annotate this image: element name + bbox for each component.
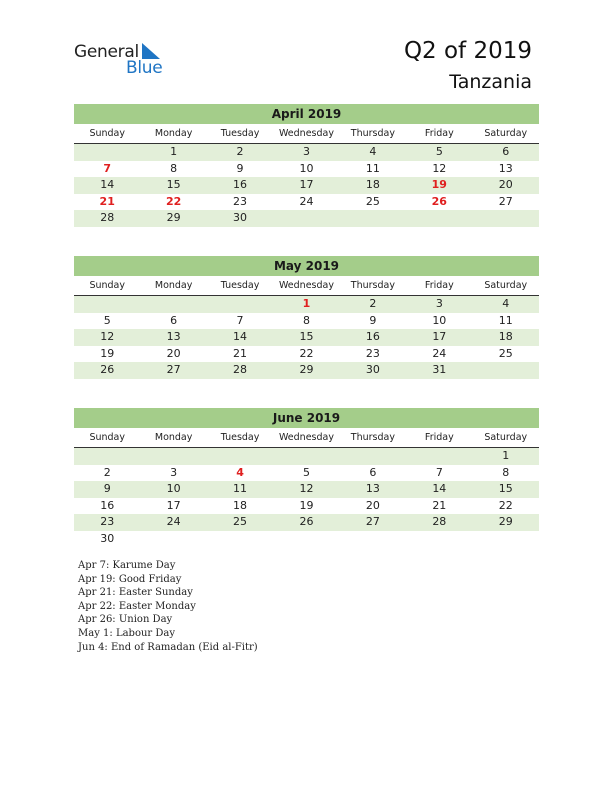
week-row (74, 161, 539, 178)
week-row (74, 210, 539, 227)
empty-day-cell (74, 296, 140, 313)
day-cell: 30 (100, 531, 115, 545)
day-cell: 3 (302, 145, 310, 158)
logo-text-blue: Blue (126, 58, 163, 78)
week-row (74, 313, 539, 330)
week-row (74, 194, 539, 211)
day-cell: 3 (170, 465, 178, 479)
day-cell: 21 (233, 346, 248, 360)
week-row (74, 362, 539, 379)
day-cell: 27 (166, 363, 181, 376)
empty-day-cell (74, 144, 140, 161)
day-cell: 24 (432, 346, 447, 360)
day-cell: 12 (100, 330, 115, 343)
day-cell: 19 (299, 498, 314, 512)
day-cell: 17 (299, 178, 314, 191)
empty-day-cell (340, 531, 406, 548)
month-june (74, 408, 539, 547)
weekday-label: Monday (154, 280, 193, 291)
day-cell: 28 (432, 515, 447, 528)
empty-day-cell (273, 210, 339, 227)
day-cell: 7 (435, 465, 443, 479)
empty-day-cell (140, 296, 206, 313)
day-cell: 30 (365, 363, 380, 376)
day-cell: 1 (170, 145, 178, 158)
weekday-label: Monday (154, 432, 193, 443)
day-cell: 25 (365, 194, 380, 208)
day-cell: 4 (369, 145, 377, 158)
empty-day-cell (473, 210, 539, 227)
day-cell: 21 (432, 498, 447, 512)
day-cell: 5 (435, 145, 443, 158)
day-cell: 9 (369, 313, 377, 327)
week-row (74, 465, 539, 482)
weekday-label: Thursday (350, 280, 395, 291)
day-cell: 29 (299, 363, 314, 376)
empty-day-cell (273, 448, 339, 465)
day-cell: 26 (100, 363, 115, 376)
empty-day-cell (140, 531, 206, 548)
week-row (74, 448, 539, 465)
day-cell: 4 (236, 465, 244, 479)
weekday-label: Wednesday (278, 128, 334, 139)
day-cell: 23 (233, 194, 248, 208)
day-cell: 16 (100, 498, 115, 512)
weekday-label: Friday (424, 432, 454, 443)
day-cell: 14 (233, 330, 248, 343)
week-row (74, 498, 539, 515)
day-cell: 20 (365, 498, 380, 512)
day-cell: 23 (365, 346, 380, 360)
empty-day-cell (406, 531, 472, 548)
day-cell: 17 (166, 498, 181, 512)
day-cell: 22 (498, 498, 513, 512)
empty-day-cell (207, 296, 273, 313)
day-cell: 15 (299, 330, 314, 343)
empty-day-cell (273, 531, 339, 548)
week-row (74, 177, 539, 194)
day-cell: 11 (498, 313, 513, 327)
holiday-entry: Apr 26: Union Day (78, 614, 173, 626)
month-title: June 2019 (74, 408, 539, 428)
weekday-label: Saturday (484, 280, 528, 291)
day-cell: 2 (103, 465, 111, 479)
day-cell: 9 (236, 161, 244, 175)
day-cell: 16 (233, 178, 248, 191)
day-cell: 29 (166, 211, 181, 224)
day-cell: 4 (502, 297, 510, 310)
day-cell: 28 (233, 363, 248, 376)
day-cell: 21 (99, 194, 115, 208)
holiday-entry: Apr 21: Easter Sunday (78, 587, 193, 599)
holiday-entry: Jun 4: End of Ramadan (Eid al-Fitr) (78, 641, 258, 653)
day-cell: 19 (431, 178, 447, 191)
empty-day-cell (74, 448, 140, 465)
day-cell: 1 (302, 297, 311, 310)
day-cell: 5 (103, 313, 111, 327)
weekday-label: Tuesday (220, 432, 260, 443)
day-cell: 16 (365, 330, 380, 343)
day-cell: 11 (365, 161, 380, 175)
day-cell: 9 (103, 482, 111, 495)
day-cell: 25 (233, 515, 248, 528)
weekday-label: Wednesday (278, 432, 334, 443)
day-cell: 7 (236, 313, 244, 327)
day-cell: 3 (435, 297, 443, 310)
day-cell: 24 (166, 515, 181, 528)
weekday-header-row (74, 278, 539, 296)
holiday-entry: May 1: Labour Day (78, 627, 175, 639)
day-cell: 8 (302, 313, 310, 327)
day-cell: 25 (498, 346, 513, 360)
week-row (74, 531, 539, 548)
day-cell: 22 (165, 194, 182, 208)
weekday-label: Tuesday (220, 128, 260, 139)
week-row (74, 481, 539, 498)
day-cell: 26 (431, 194, 447, 208)
holiday-entry: Apr 22: Easter Monday (78, 600, 196, 612)
day-cell: 14 (100, 178, 115, 191)
day-cell: 2 (369, 297, 377, 310)
empty-day-cell (406, 448, 472, 465)
day-cell: 14 (432, 482, 447, 495)
day-cell: 13 (365, 482, 380, 495)
day-cell: 27 (498, 194, 513, 208)
day-cell: 12 (299, 482, 314, 495)
generalblue-logo (74, 42, 174, 82)
weekday-label: Monday (154, 128, 193, 139)
weekday-label: Sunday (89, 128, 125, 139)
day-cell: 18 (498, 330, 513, 343)
day-cell: 13 (498, 161, 513, 175)
empty-day-cell (406, 210, 472, 227)
logo-text-general: General (74, 42, 139, 62)
month-may (74, 256, 539, 379)
day-cell: 18 (233, 498, 248, 512)
day-cell: 30 (233, 211, 248, 224)
day-cell: 6 (502, 145, 510, 158)
day-cell: 6 (170, 313, 178, 327)
day-cell: 17 (432, 330, 447, 343)
day-cell: 7 (103, 161, 112, 175)
weekday-header-row (74, 430, 539, 448)
quarter-title: Q2 of 2019 (403, 38, 532, 64)
empty-day-cell (473, 362, 539, 379)
holiday-list (78, 559, 258, 654)
day-cell: 20 (166, 346, 181, 360)
day-cell: 11 (233, 482, 248, 495)
empty-day-cell (473, 531, 539, 548)
weekday-label: Tuesday (220, 280, 260, 291)
week-row (74, 329, 539, 346)
country-name: Tanzania (449, 71, 532, 93)
day-cell: 26 (299, 515, 314, 528)
month-title: April 2019 (74, 104, 539, 124)
weekday-label: Sunday (89, 432, 125, 443)
day-cell: 19 (100, 346, 115, 360)
day-cell: 10 (432, 313, 447, 327)
day-cell: 10 (299, 161, 314, 175)
weekday-label: Friday (424, 128, 454, 139)
weekday-label: Saturday (484, 128, 528, 139)
day-cell: 8 (502, 465, 510, 479)
empty-day-cell (207, 448, 273, 465)
empty-day-cell (340, 210, 406, 227)
week-row (74, 144, 539, 161)
day-cell: 18 (365, 178, 380, 191)
day-cell: 29 (498, 515, 513, 528)
weekday-label: Thursday (350, 432, 395, 443)
weekday-label: Sunday (89, 280, 125, 291)
day-cell: 22 (299, 346, 314, 360)
day-cell: 2 (236, 145, 244, 158)
week-row (74, 514, 539, 531)
month-title: May 2019 (74, 256, 539, 276)
day-cell: 27 (365, 515, 380, 528)
day-cell: 10 (166, 482, 181, 495)
empty-day-cell (340, 448, 406, 465)
day-cell: 8 (170, 161, 178, 175)
empty-day-cell (207, 531, 273, 548)
day-cell: 13 (166, 330, 181, 343)
weekday-header-row (74, 126, 539, 144)
day-cell: 31 (432, 363, 447, 376)
day-cell: 15 (166, 178, 181, 191)
day-cell: 6 (369, 465, 377, 479)
week-row (74, 296, 539, 313)
day-cell: 12 (432, 161, 447, 175)
weekday-label: Friday (424, 280, 454, 291)
holiday-entry: Apr 19: Good Friday (78, 573, 182, 585)
day-cell: 20 (498, 178, 513, 191)
weekday-label: Saturday (484, 432, 528, 443)
day-cell: 5 (302, 465, 310, 479)
empty-day-cell (140, 448, 206, 465)
holiday-entry: Apr 7: Karume Day (78, 560, 176, 571)
day-cell: 24 (299, 194, 314, 208)
day-cell: 1 (502, 449, 510, 462)
day-cell: 23 (100, 515, 115, 528)
day-cell: 15 (498, 482, 513, 495)
day-cell: 28 (100, 211, 115, 224)
weekday-label: Thursday (350, 128, 395, 139)
month-april (74, 104, 539, 227)
weekday-label: Wednesday (278, 280, 334, 291)
week-row (74, 346, 539, 363)
